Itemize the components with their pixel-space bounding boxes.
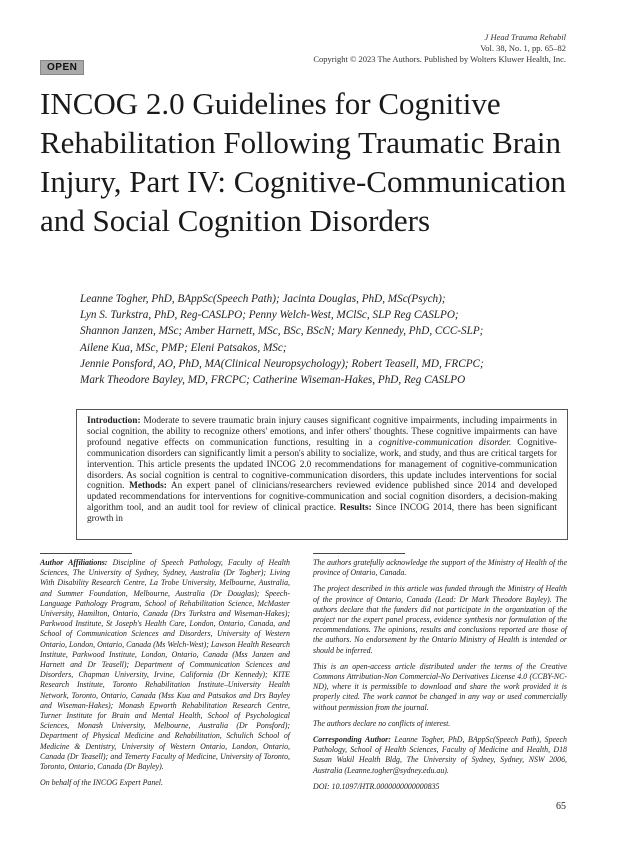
abstract-methods-heading: Methods: (129, 481, 167, 492)
corresponding-text: Leanne Togher, PhD, BAppSc(Speech Path), Speech Pathology, School of Health Sciences, Faculty of Medicine and Health, D18 Susan Wakil Health Bldg, The University of Sydney, Sydney, NSW 2006, Australia (Leanne.togher@sydney.edu.au). (313, 735, 567, 775)
doi-link[interactable]: DOI: 10.1097/HTR.0000000000000835 (313, 781, 440, 791)
abstract-intro-heading: Introduction: (87, 416, 141, 426)
author-line: Jennie Ponsford, AO, PhD, MA(Clinical Neuropsychology); Robert Teasell, MD, FRCPC; (80, 357, 484, 370)
abstract-results-text: Since INCOG 2014, there has been significant growth in (87, 503, 557, 525)
affiliations-heading: Author Affiliations: (40, 558, 108, 567)
author-line: Lyn S. Turkstra, PhD, Reg-CASLPO; Penny Welch-West, MClSc, SLP Reg CASLPO; (80, 309, 459, 322)
corresponding-heading: Corresponding Author: (313, 735, 391, 745)
author-line: Ailene Kua, MSc, PMP; Eleni Patsakos, MSc; (80, 341, 287, 354)
expert-panel-note: On behalf of the INCOG Expert Panel. (40, 778, 163, 788)
page-number: 65 (556, 801, 566, 812)
affiliations-text: Discipline of Speech Pathology, Faculty of Health Sciences, The University of Sydney, Sydney, Australia (Dr Togher); Living With Disability Research Centre, La Trobe University, Melbourne, Australia, and Summer Foundation, Melbourne, Australia (Dr Douglas); Speech-Language Pathology Program, School of Rehabilitation Science, McMaster University, Hamilton, Ontario, Canada (Drs Turkstra and Wiseman-Hakes); Parkwood Institute, St Joseph's Health Care, London, Ontario, Canada, and School of Communication Sciences and Disorders, University of Western Ontario, London, Ontario, Canada (Ms Welch-West); Lawson Health Research Institute, Parkwood Institute, London, Ontario, Canada (Mss Janzen and Harnett and Dr Teasell); Department of Communication Sciences and Disorders, Chapman University, Irvine, California (Dr Kennedy); KITE Research Institute, Toronto Rehabilitation Institute–University Health Network, Toronto, Ontario, Canada (Mss Kua and Patsakos and Drs Bayley and Wiseman-Hakes); Monash Epworth Rehabilitation Research Centre, Turner Institute for Brain and Mental Health, School of Psychological Sciences, Monash University, Melbourne, Australia (Dr Ponsford); Department of Physical Medicine and Rehabilitation, Schulich School of Medicine & Dentistry, University of Western Ontario, London, Ontario, Canada (Dr Teasell); and Temerty Faculty of Medicine, University of Toronto, Toronto, Ontario, Canada (Dr Bayley). (40, 558, 291, 772)
abstract-results-heading: Results: (339, 503, 372, 514)
abstract-intro-term: cognitive-communication disorder. (378, 437, 512, 448)
journal-name: J Head Trauma Rehabil (484, 32, 566, 42)
license-note: This is an open-access article distributed under the terms of the Creative Commons Attribution-Non Commercial-No Derivatives License 4.0 (CCBY-NC-ND), where it is permissible to download and share the work provided it is properly cited. The work cannot be changed in any way or used commercially without permission from the journal. (313, 661, 567, 712)
abstract-box (76, 409, 568, 540)
conflicts-note: The authors declare no conflicts of interest. (313, 718, 451, 728)
journal-copyright: Copyright © 2023 The Authors. Published by Wolters Kluwer Health, Inc. (313, 54, 566, 64)
footnote-divider-right (313, 553, 405, 554)
notes-column (313, 558, 567, 798)
article-title: INCOG 2.0 Guidelines for Cognitive Rehabilitation Following Traumatic Brain Injury, Part IV: Cognitive-Communication and Social Cognition Disorders (40, 86, 567, 238)
funding-note: The project described in this article was funded through the Ministry of Health of the province of Ontario, Canada (Lead: Dr Mark Theodore Bayley). The authors declare that the funders did not participate in the organization of the project nor the expert panel process, evidence synthesis nor formulation of the recommendations. The opinions, results and conclusions reported are those of the authors. No endorsement by the Ontario Ministry of Health is intended or should be inferred. (313, 584, 567, 655)
corresponding-author (313, 735, 567, 776)
author-line: Mark Theodore Bayley, MD, FRCPC; Catherine Wiseman-Hakes, PhD, Reg CASLPO (80, 374, 466, 387)
abstract-methods-text: An expert panel of clinicians/researchers reviewed evidence published since 2014 and developed updated recommendations for interventions for cognitive-communication and social cognition disorders, a decision-making algorithm tool, and an audit tool for review of clinical practice. (87, 481, 557, 514)
author-list (80, 291, 600, 388)
abstract-intro-text-2: Cognitive-communication disorders can significantly limit a person's ability to socialize, work, and study, and thus are critical targets for intervention. This article presents the updated INCOG 2.0 recommendations for management of cognitive-communication disorders. As social cognition is central to cognitive-communication disorders, this update includes interventions for social cognition. (87, 437, 558, 492)
author-line: Leanne Togher, PhD, BAppSc(Speech Path); Jacinta Douglas, PhD, MSc(Psych); (80, 293, 446, 305)
journal-volume: Vol. 38, No. 1, pp. 65–82 (480, 43, 566, 53)
affiliations-column (40, 558, 290, 794)
footnote-divider-left (40, 553, 132, 554)
open-access-badge: OPEN (40, 60, 84, 75)
author-affiliations (40, 558, 290, 772)
abstract-intro-text: Moderate to severe traumatic brain injury causes significant cognitive impairments, including impairments in social cognition, the ability to recognize others' emotions, and infer others' thoughts. These cognitive impairments can have profound negative effects on communication functions, resulting in a (87, 416, 557, 448)
author-line: Shannon Janzen, MSc; Amber Harnett, MSc, BSc, BScN; Mary Kennedy, PhD, CCC-SLP; (80, 325, 484, 338)
acknowledgment-note: The authors gratefully acknowledge the support of the Ministry of Health of the province of Ontario, Canada. (313, 558, 567, 578)
journal-header (313, 32, 566, 65)
